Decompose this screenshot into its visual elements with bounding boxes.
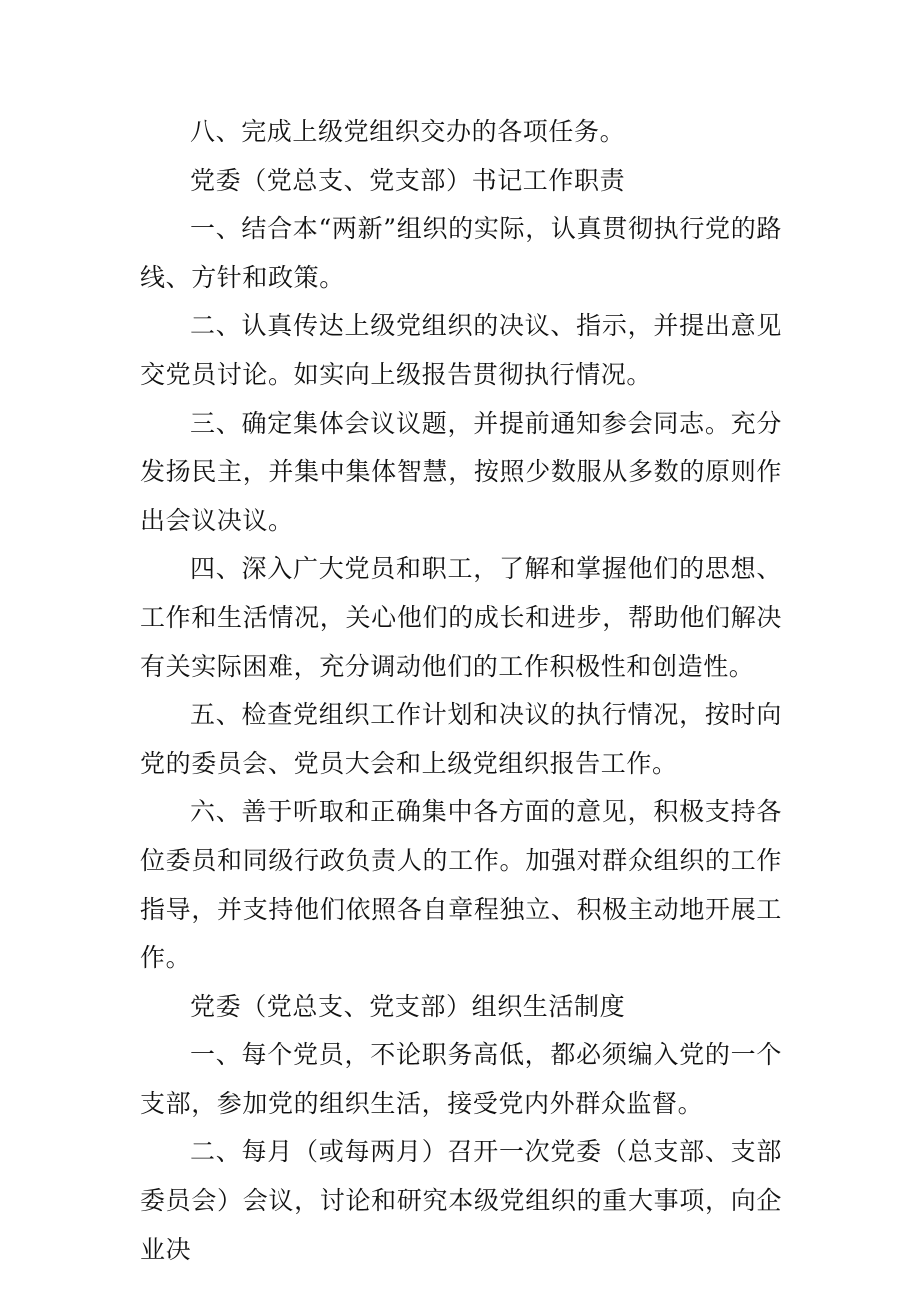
paragraph-duty-one: 一、结合本“两新”组织的实际，认真贯彻执行党的路线、方针和政策。	[140, 214, 782, 292]
paragraph-rule-two: 二、每月（或每两月）召开一次党委（总支部、支部委员会）会议，讨论和研究本级党组织的重大事项，向企业决	[140, 1137, 782, 1264]
paragraph-duty-four: 四、深入广大党员和职工，了解和掌握他们的思想、工作和生活情况，关心他们的成长和进步，帮助他们解决有关实际困难，充分调动他们的工作积极性和创造性。	[140, 554, 782, 681]
document-body	[140, 108, 782, 1274]
paragraph-duty-six: 六、善于听取和正确集中各方面的意见，积极支持各位委员和同级行政负责人的工作。加强对群众组织的工作指导，并支持他们依照各自章程独立、积极主动地开展工作。	[140, 797, 782, 973]
paragraph-duty-five: 五、检查党组织工作计划和决议的执行情况，按时向党的委员会、党员大会和上级党组织报告工作。	[140, 700, 782, 778]
section-heading-organization-life: 党委（党总支、党支部）组织生活制度	[190, 991, 626, 1021]
paragraph-duty-two: 二、认真传达上级党组织的决议、指示，并提出意见交党员讨论。如实向上级报告贯彻执行情况。	[140, 311, 782, 389]
paragraph-duty-three: 三、确定集体会议议题，并提前通知参会同志。充分发扬民主，并集中集体智慧，按照少数服从多数的原则作出会议决议。	[140, 408, 782, 535]
paragraph-rule-one: 一、每个党员，不论职务高低，都必须编入党的一个支部，参加党的组织生活，接受党内外群众监督。	[140, 1040, 782, 1118]
section-heading-secretary-duties: 党委（党总支、党支部）书记工作职责	[190, 165, 626, 195]
paragraph-item-eight: 八、完成上级党组织交办的各项任务。	[190, 117, 626, 146]
